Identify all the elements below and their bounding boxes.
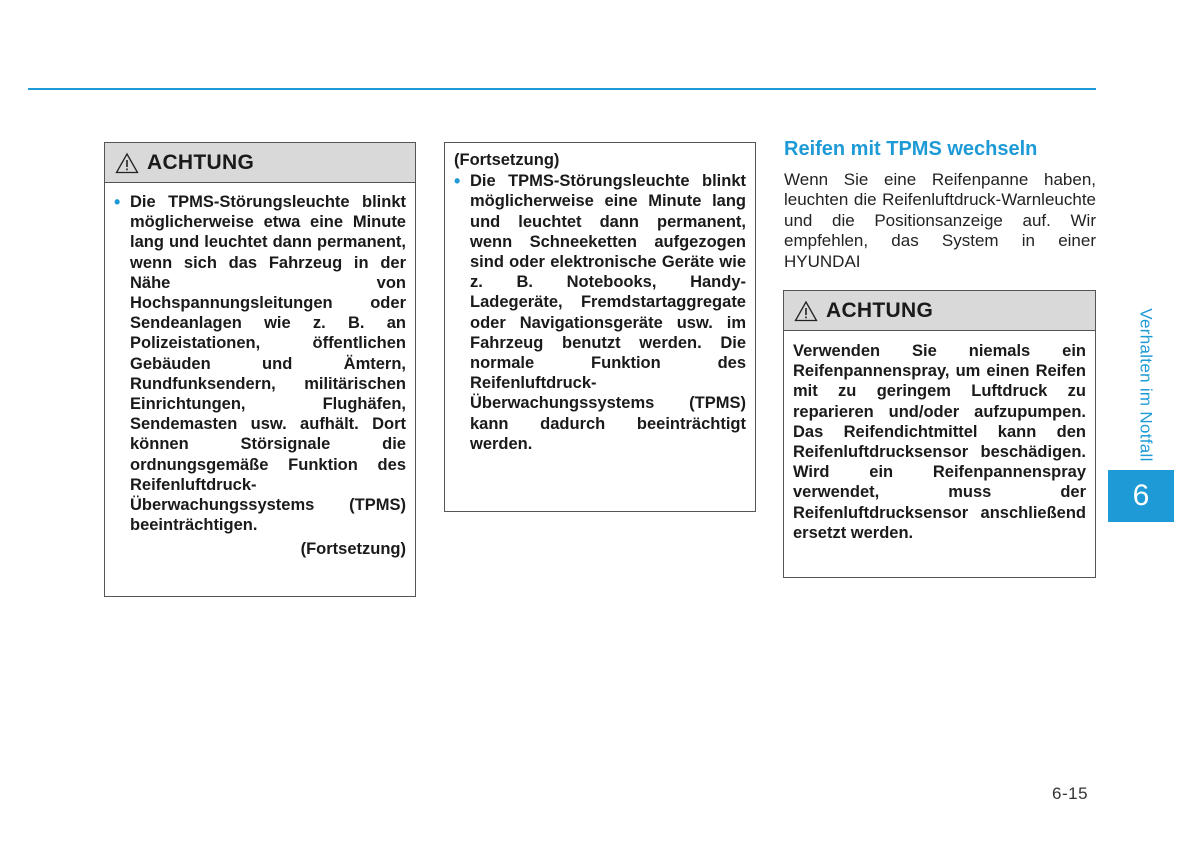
continued-label: (Fortsetzung) bbox=[300, 540, 406, 559]
warning-triangle-icon bbox=[794, 300, 818, 322]
bullet-icon: • bbox=[114, 192, 121, 212]
chapter-number-tab: 6 bbox=[1108, 470, 1174, 522]
warning-triangle-icon bbox=[115, 152, 139, 174]
warning-title: ACHTUNG bbox=[826, 298, 934, 322]
warning-header bbox=[105, 143, 415, 183]
chapter-side-label bbox=[1118, 300, 1174, 470]
warning-box-2 bbox=[444, 142, 756, 512]
warning-header bbox=[784, 291, 1095, 331]
section-body: Wenn Sie eine Reifenpanne haben, leuchten die Reifenluftdruck-Warnleuchte und die Positionsanzeige auf. Wir empfehlen, das System in einer HYUNDAI bbox=[784, 170, 1096, 271]
continued-label: (Fortsetzung) bbox=[454, 151, 560, 169]
list-item bbox=[454, 171, 746, 454]
warning-title: ACHTUNG bbox=[147, 150, 255, 174]
top-rule bbox=[28, 88, 1096, 90]
warning-text: Die TPMS-Störungsleuchte blinkt möglicherweise eine Minute lang und leuchtet dann permanent, wenn Schneeketten aufgezogen sind oder elektronische Geräte wie z. B. Notebooks, Handy-Ladegeräte, Fremdstartaggregate oder Navigationsgeräte usw. im Fahrzeug benutzt werden. Die normale Funktion des Reifenluftdruck-Überwachungssystems (TPMS) kann dadurch beeinträchtigt werden. bbox=[470, 172, 746, 453]
chapter-title: Verhalten im Notfall bbox=[1137, 308, 1156, 462]
warning-box-1 bbox=[104, 142, 416, 597]
warning-text: Verwenden Sie niemals ein Reifenpannenspray, um einen Reifen mit zu geringem Luftdruck zu reparieren und/oder aufzupumpen. Das Reifendichtmittel kann den Reifenluftdrucksensor beschädigen. Wird ein Reifenpannenspray verwendet, muss der Reifenluftdrucksensor anschließend ersetzt werden. bbox=[793, 342, 1086, 542]
warning-text: Die TPMS-Störungsleuchte blinkt möglicherweise etwa eine Minute lang und leuchtet dann permanent, wenn sich das Fahrzeug in der Nähe von Hochspannungsleitungen oder Sendeanlagen wie z. B. an Polizeistationen, öffentlichen Gebäuden und Ämtern, Rundfunksendern, militärischen Einrichtungen, Flughäfen, Sendemasten usw. aufhält. Dort können Störsignale die ordnungsgemäße Funktion des Reifenluftdruck-Überwachungssystems (TPMS) beeinträchtigen. bbox=[130, 193, 406, 535]
list-item bbox=[114, 192, 406, 535]
warning-box-3 bbox=[783, 290, 1096, 578]
page-number: 6-15 bbox=[1052, 784, 1089, 803]
section-heading: Reifen mit TPMS wechseln bbox=[784, 138, 1038, 160]
bullet-icon: • bbox=[454, 171, 461, 192]
